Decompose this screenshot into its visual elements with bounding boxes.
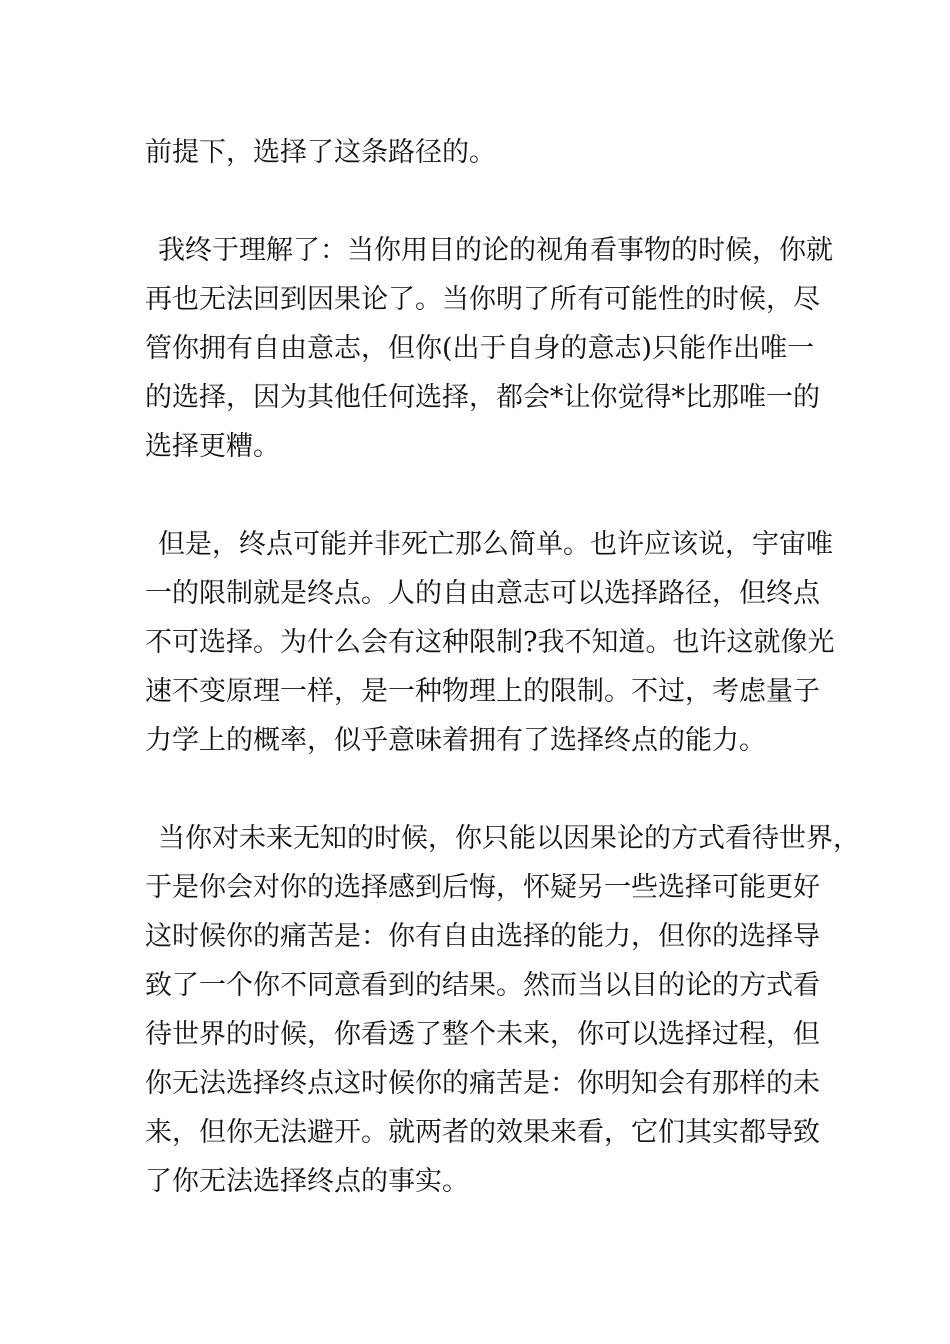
document-body: [145, 128, 860, 1206]
text-line: 了你无法选择终点的事实。: [145, 1166, 469, 1197]
text-line: 来，但你无法避开。就两者的效果来看，它们其实都导致: [145, 1117, 820, 1148]
text-line: 力学上的概率，似乎意味着拥有了选择终点的能力。: [145, 725, 766, 756]
paragraph-gap: [145, 177, 825, 226]
text-line: 选择更糟。: [145, 431, 280, 462]
text-line: 的选择，因为其他任何选择，都会*让你觉得*比那唯一的: [145, 382, 820, 413]
paragraph: [145, 814, 860, 1206]
text-line: 待世界的时候，你看透了整个未来，你可以选择过程，但: [145, 1019, 820, 1050]
paragraph: [145, 128, 825, 177]
paragraph-gap: [145, 471, 825, 520]
text-line: 于是你会对你的选择感到后悔，怀疑另一些选择可能更好: [145, 872, 820, 903]
text-line: 一的限制就是终点。人的自由意志可以选择路径，但终点: [145, 578, 820, 609]
text-line: 前提下，选择了这条路径的。: [145, 137, 496, 168]
text-line: 再也无法回到因果论了。当你明了所有可能性的时候，尽: [145, 284, 820, 315]
text-line: 当你对未来无知的时候，你只能以因果论的方式看待世界，: [158, 823, 860, 854]
text-line: 你无法选择终点这时候你的痛苦是：你明知会有那样的未: [145, 1068, 820, 1099]
text-line: 速不变原理一样，是一种物理上的限制。不过，考虑量子: [145, 676, 820, 707]
text-line: 这时候你的痛苦是：你有自由选择的能力，但你的选择导: [145, 921, 820, 952]
paragraph-gap: [145, 765, 825, 814]
paragraph: [145, 226, 833, 471]
text-line: 致了一个你不同意看到的结果。然而当以目的论的方式看: [145, 970, 820, 1001]
paragraph: [145, 520, 835, 765]
text-line: 但是，终点可能并非死亡那么简单。也许应该说，宇宙唯: [158, 529, 833, 560]
text-line: 不可选择。为什么会有这种限制?我不知道。也许这就像光: [145, 627, 835, 658]
text-line: 管你拥有自由意志，但你(出于自身的意志)只能作出唯一: [145, 333, 815, 364]
text-line: 我终于理解了：当你用目的论的视角看事物的时候，你就: [158, 235, 833, 266]
